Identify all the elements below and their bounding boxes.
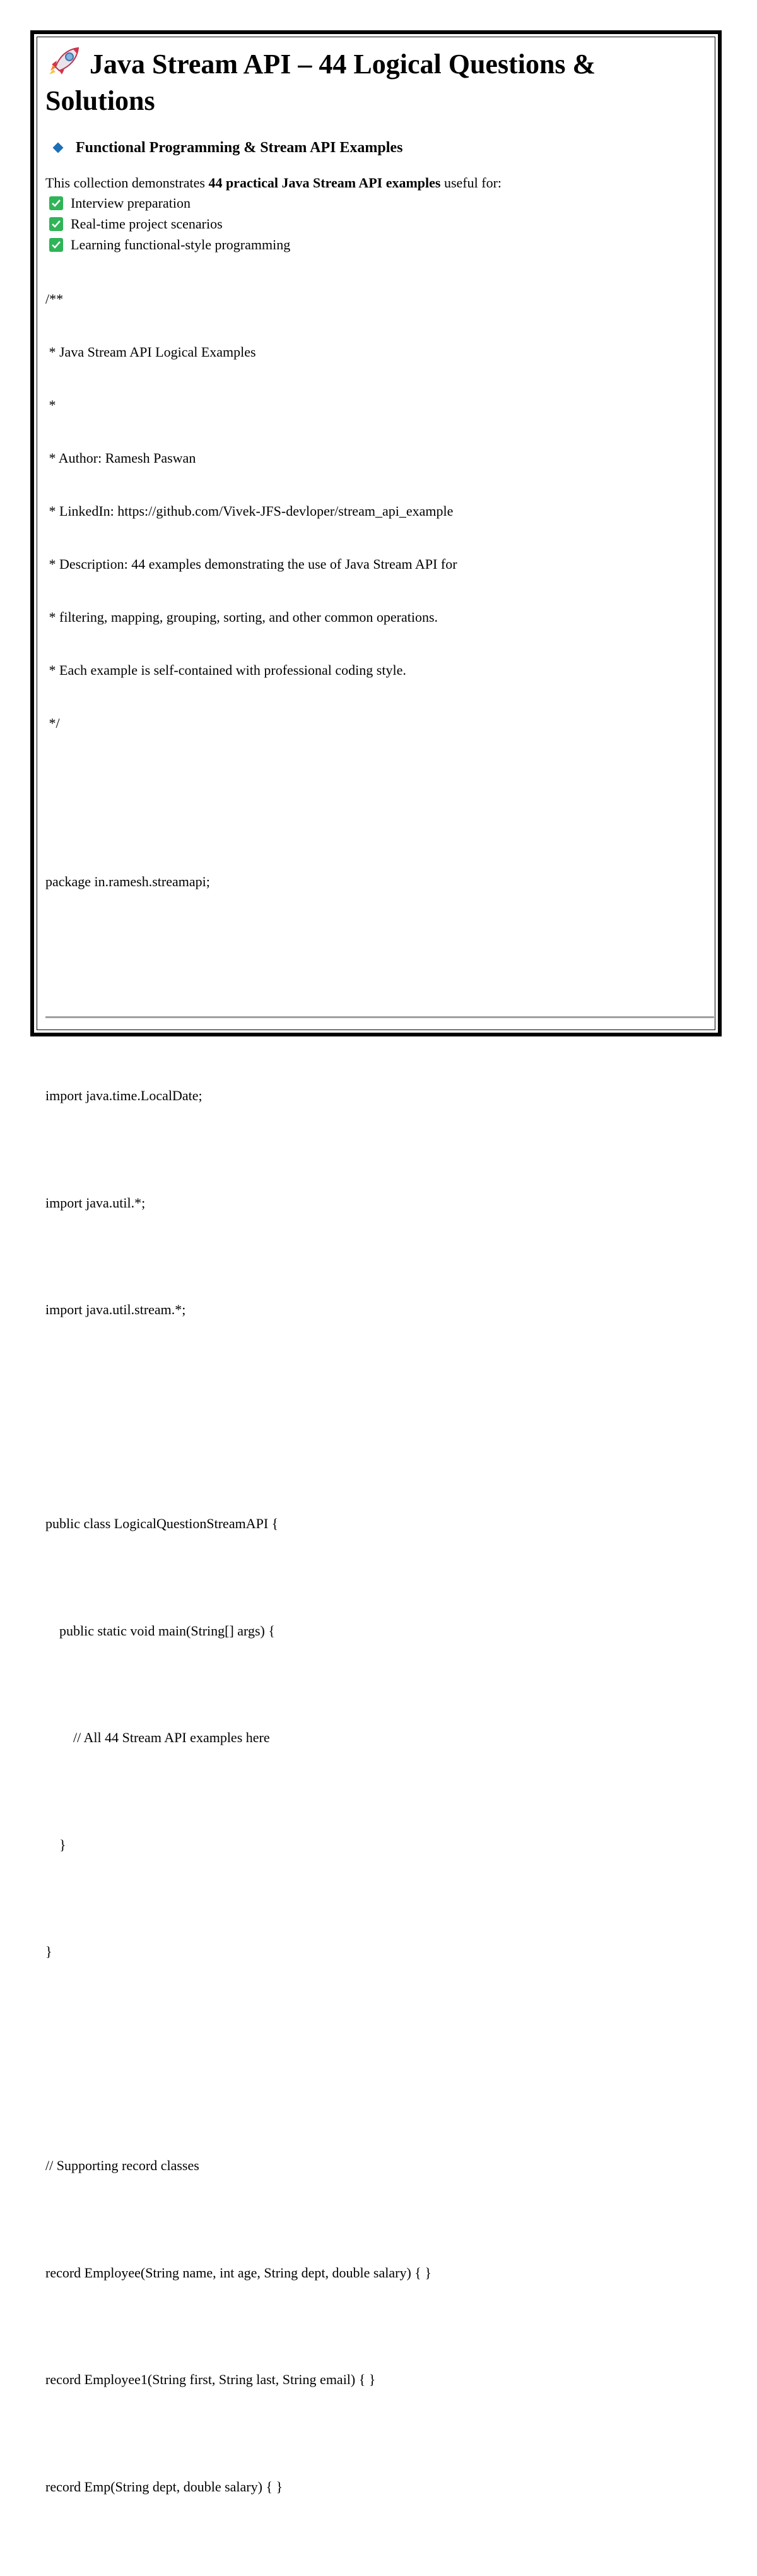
comment-line: * Author: Ramesh Paswan [45, 450, 196, 466]
comment-line: */ [45, 715, 60, 731]
page-title [45, 45, 714, 119]
code-line: record Employee1(String first, String last, String email) { } [45, 2371, 376, 2387]
bottom-divider [45, 1016, 714, 1018]
comment-line: * Java Stream API Logical Examples [45, 344, 256, 360]
header-comment-block [45, 255, 714, 768]
code-line: record Emp(String dept, double salary) { } [45, 2478, 283, 2495]
code-line [45, 1399, 714, 1435]
code-line: package in.ramesh.streamapi; [45, 874, 210, 889]
code-line [45, 971, 714, 1007]
comment-line: * LinkedIn: https://github.com/Vivek-JFS-devloper/stream_api_example [45, 503, 454, 519]
code-line [45, 2041, 714, 2077]
comment-line: * Description: 44 examples demonstrating the use of Java Stream API for [45, 556, 457, 572]
rocket-icon [45, 45, 81, 77]
title-line-1: Java Stream API – 44 Logical Questions & [90, 49, 596, 80]
blue-diamond-icon [53, 143, 64, 153]
title-line-2: Solutions [45, 85, 155, 116]
checklist-item [45, 193, 714, 213]
comment-line: * [45, 397, 56, 413]
code-line: record Employee(String name, int age, String dept, double salary) { } [45, 2264, 431, 2281]
comment-line: * Each example is self-contained with professional coding style. [45, 662, 406, 678]
checklist-item-label: Learning functional-style programming [71, 237, 291, 252]
intro-suffix: useful for: [440, 175, 502, 191]
checklist [45, 193, 714, 255]
code-line: // Supporting record classes [45, 2158, 199, 2173]
check-mark-icon [49, 238, 63, 252]
comment-line: * filtering, mapping, grouping, sorting, and other common operations. [45, 609, 438, 625]
intro-bold: 44 practical Java Stream API examples [208, 175, 441, 191]
checklist-item-label: Interview preparation [71, 195, 191, 211]
code-line: } [45, 1836, 66, 1853]
document-content [45, 45, 714, 2576]
section-subheading [45, 138, 714, 157]
checklist-item [45, 234, 714, 255]
intro-paragraph [45, 174, 714, 193]
code-line: // All 44 Stream API examples here [45, 1730, 270, 1745]
code-line: public static void main(String[] args) { [45, 1622, 275, 1639]
check-mark-icon [49, 217, 63, 231]
checklist-item [45, 213, 714, 234]
code-line: import java.util.stream.*; [45, 1302, 186, 1317]
code-line: import java.time.LocalDate; [45, 1088, 202, 1103]
code-block [45, 793, 714, 2576]
code-line: public class LogicalQuestionStreamAPI { [45, 1516, 279, 1531]
check-mark-icon [49, 196, 63, 210]
code-line: import java.util.*; [45, 1194, 146, 1211]
checklist-item-label: Real-time project scenarios [71, 216, 223, 232]
subheading-text: Functional Programming & Stream API Examples [76, 139, 403, 156]
code-line: } [45, 1944, 52, 1959]
comment-line: /** [45, 291, 64, 307]
intro-prefix: This collection demonstrates [45, 175, 209, 191]
